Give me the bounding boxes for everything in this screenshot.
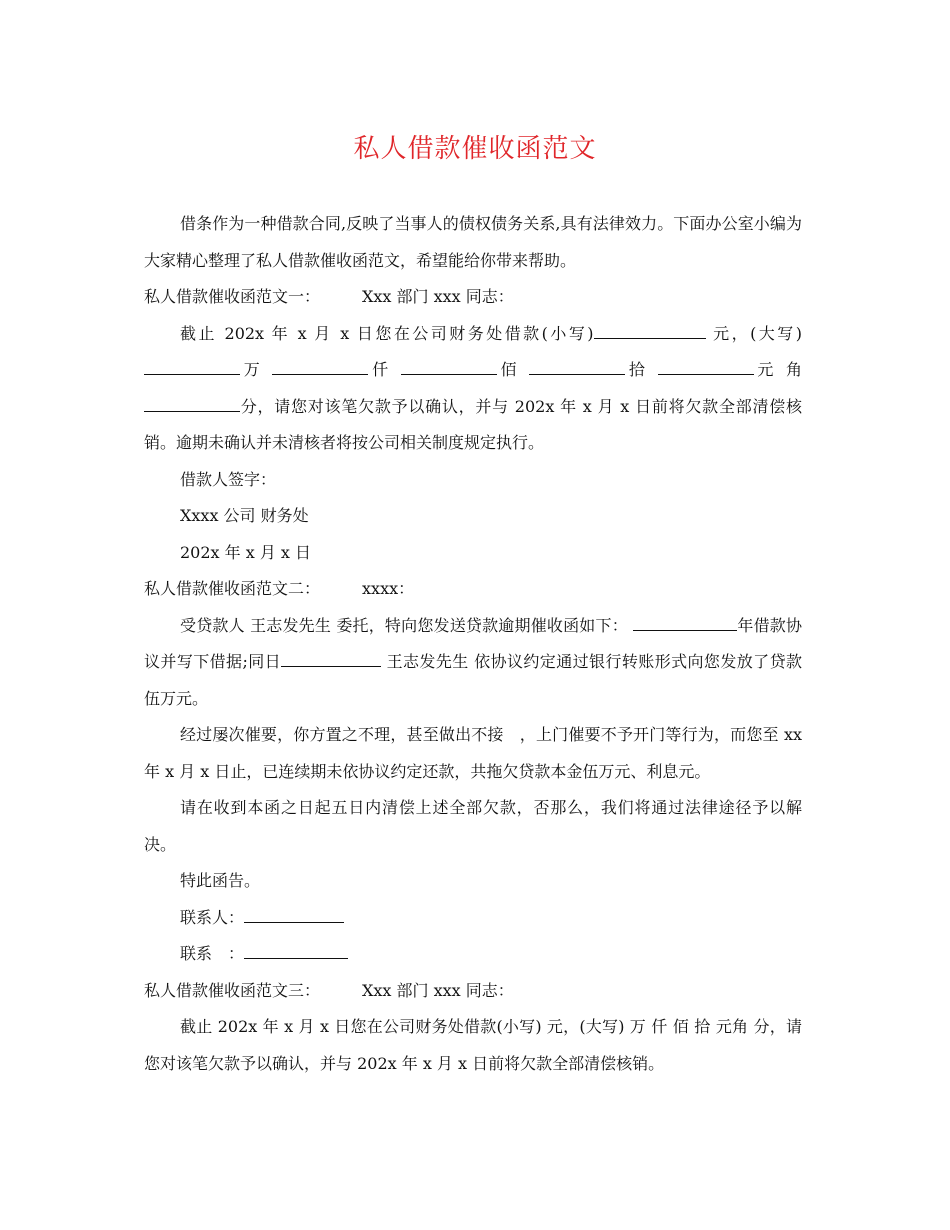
contact-person-label: 联系人： bbox=[180, 907, 245, 927]
sample1-confirm-text: 分，请您对该笔欠款予以确认，并与 202x 年 x 月 x 日前将欠款全部清偿核销。逾期未确认并未清核者将按公司相关制度规定执行。 bbox=[144, 396, 802, 452]
unit-bai: 佰 bbox=[496, 360, 521, 379]
sample2-closing: 特此函告。 bbox=[180, 871, 261, 890]
contact-person-line bbox=[144, 900, 802, 937]
amount-shi-blank bbox=[529, 360, 625, 375]
sample1-amount-uppercase-label: 元，(大写) bbox=[705, 323, 802, 343]
sample1-amount-paragraph bbox=[144, 316, 802, 462]
sample3-heading: 私人借款催收函范文三： bbox=[144, 980, 321, 1000]
unit-qian: 仟 bbox=[368, 360, 392, 379]
sample2-heading-line bbox=[144, 571, 802, 608]
sample2-p1-text-c: 王志发先生 依协议约定通过银行转账形式向您发放了贷款伍万元。 bbox=[144, 652, 802, 708]
unit-yuan-jiao: 元 角 bbox=[753, 360, 802, 379]
amount-fen-blank bbox=[144, 397, 240, 412]
same-day-blank bbox=[281, 652, 381, 667]
amount-qian-blank bbox=[272, 360, 368, 375]
amount-bai-blank bbox=[401, 360, 497, 375]
contact-blank bbox=[244, 944, 348, 959]
amount-yuan-blank bbox=[658, 360, 754, 375]
sample1-date: 202x 年 x 月 x 日 bbox=[180, 542, 312, 562]
amount-wan-blank bbox=[144, 360, 240, 375]
loan-year-blank bbox=[633, 616, 737, 631]
sample3-addressee: Xxx 部门 xxx 同志： bbox=[362, 980, 514, 1000]
sample2-heading: 私人借款催收函范文二： bbox=[144, 579, 321, 598]
sample3-heading-line bbox=[144, 973, 802, 1010]
sample1-addressee: Xxx 部门 xxx 同志： bbox=[362, 287, 514, 306]
sample1-sign: 借款人签字： bbox=[180, 469, 277, 489]
intro-paragraph: 借条作为一种借款合同,反映了当事人的债权债务关系,具有法律效力。下面办公室小编为大家精心整理了私人借款催收函范文，希望能给你带来帮助。 bbox=[144, 214, 802, 270]
sample2-p1-text-a: 受贷款人 王志发先生 委托，特向您发送贷款逾期催收函如下： bbox=[180, 615, 628, 635]
contact-line bbox=[144, 936, 802, 973]
unit-wan: 万 bbox=[240, 360, 264, 379]
contact-label: 联系 ： bbox=[180, 944, 245, 963]
amount-lowercase-blank bbox=[594, 324, 706, 339]
sample1-heading: 私人借款催收函范文一： bbox=[144, 287, 321, 306]
sample2-p1-text-b: 年借款协议并写下借据;同日 bbox=[144, 615, 802, 671]
document-body bbox=[144, 206, 802, 1082]
contact-person-blank bbox=[244, 908, 344, 923]
sample2-paragraph-2: 经过屡次催要，你方置之不理，甚至做出不接 ，上门催要不予开门等行为，而您至 xx 年 x 月 x 日止，已连续期未依协议约定还款，共拖欠贷款本金伍万元、利息元。 bbox=[144, 725, 802, 781]
sample3-paragraph: 截止 202x 年 x 月 x 日您在公司财务处借款(小写) 元，(大写) 万 仟 佰 拾 元角 分，请您对该笔欠款予以确认，并与 202x 年 x 月 x 日前将欠款全部清偿核销。 bbox=[144, 1017, 802, 1073]
sample1-company: Xxxx 公司 财务处 bbox=[180, 506, 309, 525]
sample2-paragraph-1 bbox=[144, 608, 802, 718]
sample2-paragraph-3: 请在收到本函之日起五日内清偿上述全部欠款，否那么，我们将通过法律途径予以解决。 bbox=[144, 798, 802, 854]
sample1-amount-text: 截止 202x 年 x 月 x 日您在公司财务处借款(小写) bbox=[180, 323, 594, 343]
document-title: 私人借款催收函范文 bbox=[353, 134, 597, 164]
sample2-addressee: xxxx： bbox=[362, 579, 415, 598]
sample1-heading-line bbox=[144, 279, 802, 316]
unit-shi: 拾 bbox=[625, 360, 649, 379]
